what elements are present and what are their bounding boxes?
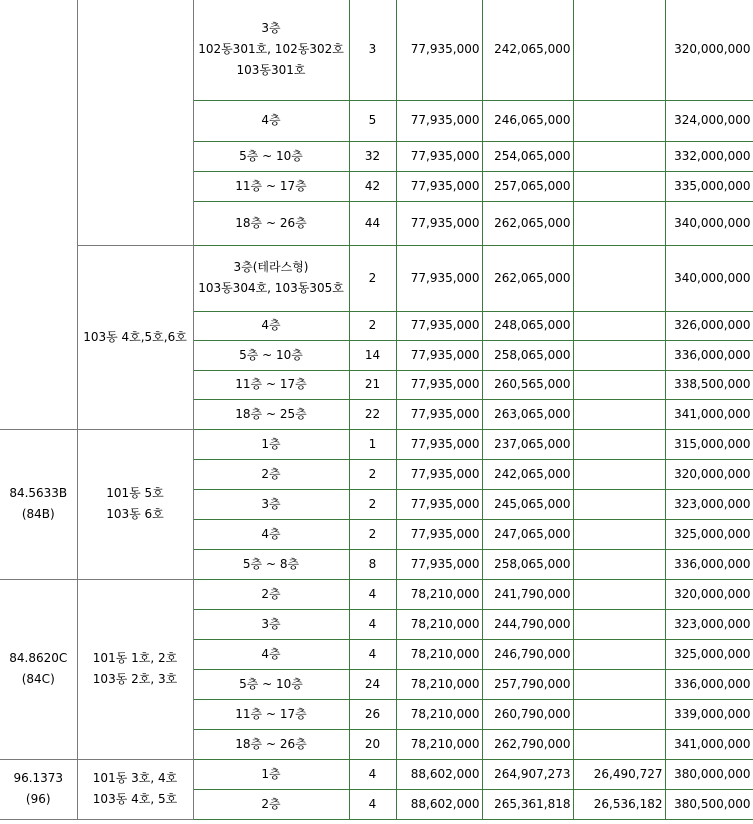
vat-cell [573,370,665,399]
vat-cell [573,399,665,429]
building-price-cell-text: 245,065,000 [494,496,571,511]
building-price-cell [482,100,573,141]
building-cell [77,245,193,429]
total-price-cell [665,429,753,459]
total-price-cell [665,245,753,311]
land-price-cell-text: 77,935,000 [410,178,480,193]
table-row [0,759,753,789]
floor-cell-text: 4층 [261,646,281,661]
vat-cell-text: 26,490,727 [593,766,663,781]
unit-type-cell-text: (96) [25,792,51,806]
total-price-cell [665,0,753,100]
building-cell [77,759,193,819]
building-price-cell [482,519,573,549]
floor-cell-text: 11층 ~ 17층 [235,178,307,193]
total-price-cell-text: 323,000,000 [674,496,751,511]
land-price-cell [396,639,482,669]
total-price-cell [665,340,753,370]
floor-cell-text: 18층 ~ 26층 [235,215,307,230]
total-price-cell [665,579,753,609]
floor-cell [193,245,349,311]
total-price-cell-text: 326,000,000 [674,318,751,332]
building-price-cell-text: 257,790,000 [494,676,571,691]
unit-count-cell-text: 44 [364,215,381,230]
unit-count-cell-text: 4 [368,586,377,601]
land-price-cell [396,245,482,311]
unit-type-cell [0,579,77,759]
building-price-cell [482,699,573,729]
land-price-cell [396,729,482,759]
total-price-cell [665,141,753,171]
land-price-cell-text: 77,935,000 [410,496,480,511]
building-cell-text: 103동 4호,5호,6호 [83,329,187,344]
land-price-cell-text: 77,935,000 [410,556,480,571]
total-price-cell [665,100,753,141]
vat-cell [573,729,665,759]
land-price-cell-text: 77,935,000 [410,377,480,391]
floor-cell-text: 102동301호, 102동302호 [198,42,344,57]
floor-cell [193,639,349,669]
land-price-cell-text: 78,210,000 [410,586,480,601]
total-price-cell [665,789,753,819]
vat-cell [573,579,665,609]
land-price-cell [396,399,482,429]
building-price-cell [482,201,573,245]
unit-count-cell [349,609,396,639]
floor-cell [193,340,349,370]
unit-count-cell [349,489,396,519]
total-price-cell [665,669,753,699]
total-price-cell-text: 320,000,000 [674,466,751,481]
land-price-cell-text: 77,935,000 [410,270,480,285]
land-price-cell [396,340,482,370]
vat-cell [573,519,665,549]
unit-count-cell-text: 42 [364,178,381,193]
total-price-cell-text: 323,000,000 [674,616,751,631]
land-price-cell-text: 77,935,000 [410,466,480,481]
total-price-cell-text: 336,000,000 [674,556,751,571]
vat-cell [573,340,665,370]
table-row [0,0,753,100]
building-price-cell [482,579,573,609]
vat-cell [573,489,665,519]
building-cell-text: 101동 1호, 2호 [92,651,178,665]
floor-cell-text: 2층 [261,466,281,481]
land-price-cell [396,100,482,141]
unit-count-cell-text: 4 [368,616,377,631]
total-price-cell-text: 325,000,000 [674,526,751,541]
land-price-cell-text: 77,935,000 [410,318,480,332]
unit-type-cell-text: 84.8620C [9,651,68,665]
building-price-cell [482,429,573,459]
land-price-cell [396,311,482,340]
land-price-cell-text: 88,602,000 [410,766,480,781]
floor-cell [193,549,349,579]
land-price-cell [396,429,482,459]
building-price-cell-text: 246,790,000 [494,646,571,661]
building-price-cell-text: 257,065,000 [494,178,571,193]
building-price-cell [482,669,573,699]
unit-count-cell-text: 2 [368,496,377,511]
total-price-cell-text: 324,000,000 [674,113,751,127]
unit-count-cell [349,311,396,340]
total-price-cell-text: 336,000,000 [674,676,751,691]
land-price-cell-text: 77,935,000 [410,148,480,163]
building-price-cell [482,245,573,311]
building-price-cell-text: 244,790,000 [494,616,571,631]
building-price-cell-text: 248,065,000 [494,318,571,332]
floor-cell-text: 5층 ~ 10층 [239,676,303,691]
vat-cell [573,639,665,669]
unit-count-cell [349,399,396,429]
unit-count-cell-text: 4 [368,796,377,811]
land-price-cell-text: 78,210,000 [410,646,480,661]
unit-count-cell [349,245,396,311]
floor-cell-text: 3층 [261,496,281,511]
land-price-cell [396,699,482,729]
total-price-cell [665,729,753,759]
building-price-cell [482,759,573,789]
total-price-cell-text: 325,000,000 [674,646,751,661]
floor-cell-text: 11층 ~ 17층 [235,706,307,721]
land-price-cell-text: 78,210,000 [410,616,480,631]
unit-count-cell [349,459,396,489]
unit-count-cell [349,370,396,399]
total-price-cell-text: 339,000,000 [674,706,751,721]
total-price-cell-text: 380,500,000 [674,796,751,811]
floor-cell [193,100,349,141]
vat-cell [573,609,665,639]
building-price-cell-text: 242,065,000 [494,466,571,481]
building-cell [77,0,193,245]
land-price-cell [396,0,482,100]
land-price-cell-text: 77,935,000 [410,526,480,541]
floor-cell [193,489,349,519]
total-price-cell-text: 380,000,000 [674,766,751,781]
vat-cell [573,311,665,340]
total-price-cell-text: 320,000,000 [674,586,751,601]
building-price-cell-text: 263,065,000 [494,406,571,421]
unit-type-cell-text: (84C) [21,672,55,686]
vat-cell [573,669,665,699]
building-price-cell-text: 265,361,818 [494,796,571,811]
unit-count-cell-text: 26 [364,706,381,721]
floor-cell-text: 3층 [261,616,281,631]
land-price-cell [396,789,482,819]
unit-count-cell [349,519,396,549]
floor-cell-text: 4층 [261,113,281,127]
total-price-cell-text: 335,000,000 [674,178,751,193]
floor-cell-text: 103동301호 [236,63,306,78]
unit-count-cell [349,699,396,729]
vat-cell [573,549,665,579]
unit-count-cell-text: 22 [364,406,381,421]
land-price-cell-text: 77,935,000 [410,406,480,421]
unit-count-cell-text: 1 [368,436,377,451]
building-price-cell [482,171,573,201]
floor-cell-text: 2층 [261,586,281,601]
floor-cell [193,141,349,171]
building-price-cell-text: 258,065,000 [494,347,571,362]
unit-count-cell [349,639,396,669]
floor-cell-text: 3층 [261,21,281,36]
table-row [0,429,753,459]
building-price-cell [482,609,573,639]
unit-count-cell [349,579,396,609]
unit-count-cell-text: 5 [368,113,377,127]
floor-cell [193,609,349,639]
vat-cell [573,100,665,141]
building-cell-text: 101동 5호 [106,486,164,500]
unit-type-cell [0,759,77,819]
land-price-cell-text: 77,935,000 [410,42,480,57]
total-price-cell-text: 338,500,000 [674,377,751,391]
unit-count-cell [349,0,396,100]
total-price-cell [665,609,753,639]
unit-count-cell [349,100,396,141]
land-price-cell-text: 77,935,000 [410,436,480,451]
total-price-cell [665,489,753,519]
building-price-cell [482,0,573,100]
building-price-cell-text: 260,565,000 [494,377,571,391]
vat-cell [573,141,665,171]
building-price-cell [482,729,573,759]
unit-count-cell [349,171,396,201]
total-price-cell-text: 320,000,000 [674,42,751,57]
building-cell [77,579,193,759]
building-cell-text: 103동 6호 [106,507,164,521]
floor-cell-text: 3층(테라스형) [233,260,309,274]
vat-cell [573,171,665,201]
vat-cell [573,0,665,100]
unit-count-cell-text: 4 [368,646,377,661]
building-price-cell-text: 258,065,000 [494,556,571,571]
vat-cell [573,699,665,729]
building-price-cell [482,141,573,171]
building-price-cell-text: 242,065,000 [494,42,571,57]
building-price-cell [482,549,573,579]
unit-type-cell [0,0,77,245]
floor-cell-text: 18층 ~ 26층 [235,736,307,751]
unit-count-cell-text: 2 [368,318,377,332]
unit-count-cell-text: 3 [368,42,377,57]
vat-cell [573,429,665,459]
floor-cell [193,459,349,489]
unit-type-cell [0,429,77,579]
floor-cell [193,370,349,399]
total-price-cell-text: 341,000,000 [674,736,751,751]
unit-count-cell-text: 20 [364,736,381,751]
land-price-cell-text: 78,210,000 [410,706,480,721]
floor-cell-text: 103동304호, 103동305호 [198,281,344,295]
floor-cell [193,201,349,245]
land-price-cell [396,459,482,489]
total-price-cell [665,639,753,669]
total-price-cell-text: 336,000,000 [674,347,751,362]
total-price-cell-text: 341,000,000 [674,406,751,421]
total-price-cell [665,549,753,579]
land-price-cell-text: 77,935,000 [410,113,480,127]
building-price-cell-text: 262,065,000 [494,270,571,285]
land-price-cell [396,370,482,399]
land-price-cell-text: 78,210,000 [410,736,480,751]
building-cell [77,429,193,579]
total-price-cell [665,699,753,729]
floor-cell [193,0,349,100]
total-price-cell [665,370,753,399]
total-price-cell [665,171,753,201]
total-price-cell [665,311,753,340]
unit-type-cell-text: (84B) [21,507,55,521]
floor-cell-text: 1층 [261,766,281,781]
land-price-cell [396,201,482,245]
building-price-cell-text: 246,065,000 [494,113,571,127]
floor-cell-text: 1층 [261,436,281,451]
floor-cell [193,759,349,789]
building-price-cell-text: 254,065,000 [494,148,571,163]
floor-cell [193,429,349,459]
unit-count-cell-text: 32 [364,148,381,163]
building-price-cell-text: 260,790,000 [494,706,571,721]
unit-count-cell-text: 14 [364,347,381,362]
total-price-cell [665,201,753,245]
floor-cell-text: 18층 ~ 25층 [235,406,307,421]
floor-cell [193,579,349,609]
unit-type-cell-text: 96.1373 [13,771,64,785]
unit-count-cell [349,429,396,459]
unit-count-cell-text: 4 [368,766,377,781]
building-price-cell-text: 237,065,000 [494,436,571,451]
building-price-cell [482,789,573,819]
unit-count-cell [349,340,396,370]
land-price-cell-text: 78,210,000 [410,676,480,691]
land-price-cell-text: 77,935,000 [410,215,480,230]
building-price-cell [482,340,573,370]
land-price-cell [396,141,482,171]
vat-cell [573,759,665,789]
land-price-cell-text: 88,602,000 [410,796,480,811]
total-price-cell [665,759,753,789]
vat-cell-text: 26,536,182 [593,796,663,811]
building-price-cell-text: 262,065,000 [494,215,571,230]
building-cell-text: 101동 3호, 4호 [92,771,178,785]
floor-cell-text: 5층 ~ 10층 [239,347,303,362]
land-price-cell [396,489,482,519]
total-price-cell [665,459,753,489]
building-price-cell [482,639,573,669]
unit-count-cell [349,759,396,789]
land-price-cell [396,549,482,579]
unit-count-cell [349,729,396,759]
building-cell-text: 103동 2호, 3호 [92,672,178,686]
floor-cell-text: 5층 ~ 8층 [242,556,300,571]
vat-cell [573,459,665,489]
unit-count-cell-text: 2 [368,270,377,285]
unit-count-cell-text: 24 [364,676,381,691]
floor-cell [193,669,349,699]
land-price-cell-text: 77,935,000 [410,347,480,362]
total-price-cell-text: 340,000,000 [674,215,751,230]
building-price-cell-text: 247,065,000 [494,526,571,541]
total-price-cell-text: 340,000,000 [674,270,751,285]
building-price-cell [482,459,573,489]
land-price-cell [396,669,482,699]
floor-cell [193,519,349,549]
unit-count-cell-text: 8 [368,556,377,571]
floor-cell [193,171,349,201]
total-price-cell-text: 332,000,000 [674,148,751,163]
floor-cell-text: 4층 [261,526,281,541]
building-price-cell [482,370,573,399]
building-price-cell-text: 241,790,000 [494,586,571,601]
floor-cell-text: 5층 ~ 10층 [239,148,303,163]
building-price-cell-text: 264,907,273 [494,766,571,781]
building-price-cell [482,399,573,429]
floor-cell [193,699,349,729]
unit-count-cell-text: 21 [364,377,381,391]
land-price-cell [396,759,482,789]
unit-count-cell-text: 2 [368,526,377,541]
floor-cell-text: 2층 [261,796,281,811]
table-row [0,245,753,311]
table-row [0,579,753,609]
unit-count-cell [349,789,396,819]
building-cell-text: 103동 4호, 5호 [92,792,178,806]
floor-cell [193,399,349,429]
unit-count-cell [349,549,396,579]
land-price-cell [396,579,482,609]
unit-count-cell [349,669,396,699]
vat-cell [573,245,665,311]
unit-type-cell [0,245,77,429]
vat-cell [573,201,665,245]
total-price-cell [665,519,753,549]
floor-cell [193,311,349,340]
land-price-cell [396,519,482,549]
floor-cell-text: 4층 [261,318,281,332]
unit-type-cell-text: 84.5633B [9,486,68,500]
building-price-cell [482,311,573,340]
building-price-cell-text: 262,790,000 [494,736,571,751]
unit-count-cell [349,201,396,245]
land-price-cell [396,171,482,201]
total-price-cell [665,399,753,429]
floor-cell-text: 11층 ~ 17층 [235,377,307,391]
floor-cell [193,789,349,819]
land-price-cell [396,609,482,639]
unit-count-cell [349,141,396,171]
floor-cell [193,729,349,759]
vat-cell [573,789,665,819]
building-price-cell [482,489,573,519]
unit-count-cell-text: 2 [368,466,377,481]
total-price-cell-text: 315,000,000 [674,436,751,451]
